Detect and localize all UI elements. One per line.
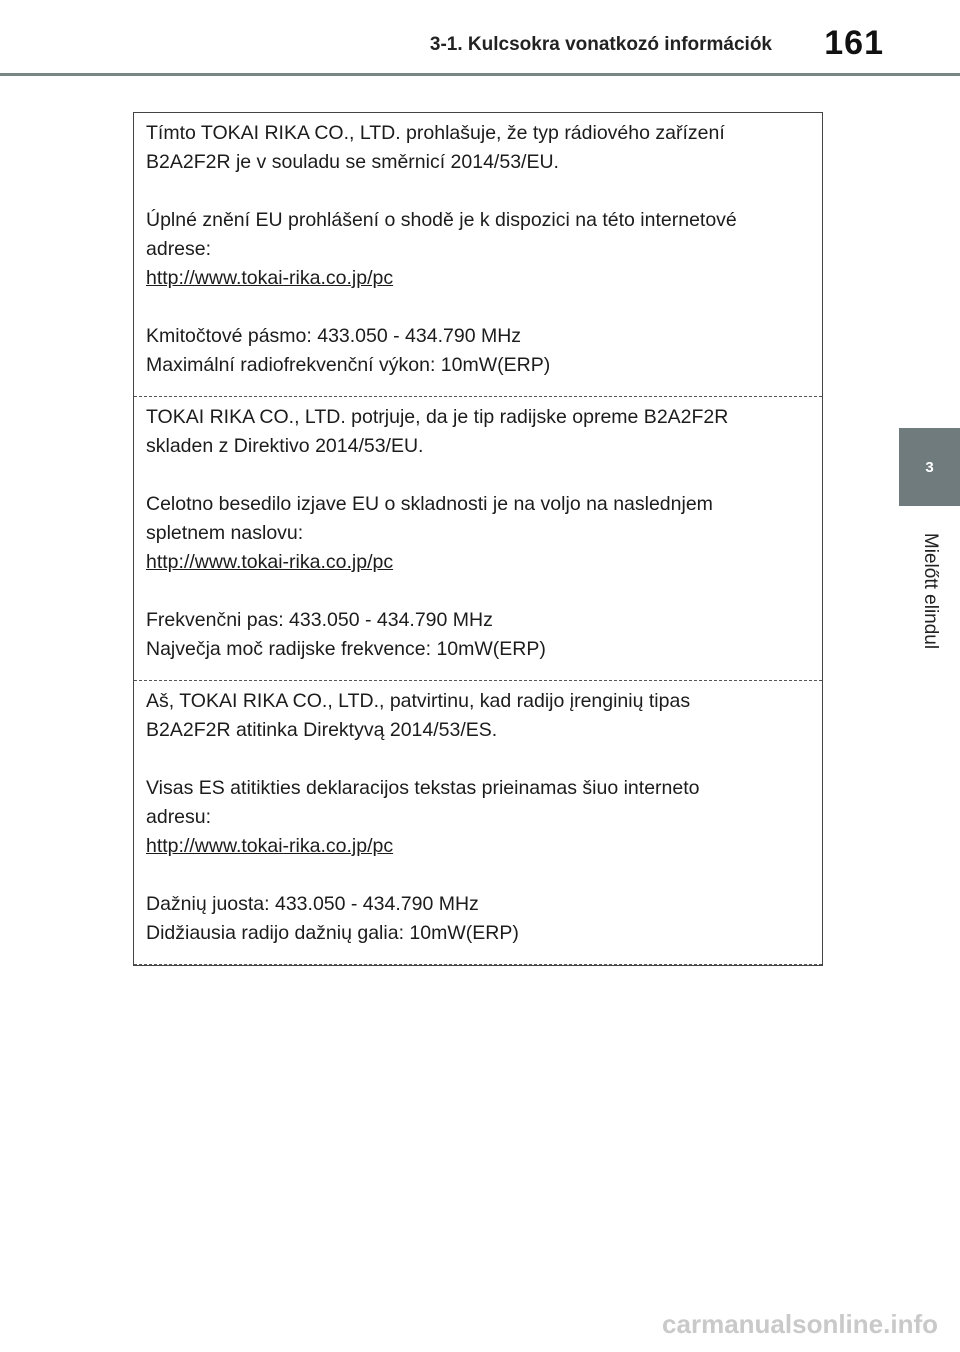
statement-line: TOKAI RIKA CO., LTD. potrjuje, da je tip radijske opreme B2A2F2R — [146, 406, 729, 428]
chapter-label: Mielőtt elindul — [919, 532, 941, 650]
max-power: Največja moč radijske frekvence: 10mW(ERP) — [146, 638, 546, 660]
statement-line: skladen z Direktivo 2014/53/EU. — [146, 435, 424, 457]
statement-line: B2A2F2R je v souladu se směrnicí 2014/53/EU. — [146, 151, 559, 173]
chapter-tab[interactable] — [899, 428, 960, 506]
fulltext-line: adresu: — [146, 806, 212, 828]
max-power: Didžiausia radijo dažnių galia: 10mW(ERP) — [146, 922, 519, 944]
section-title: 3-1. Kulcsokra vonatkozó információk — [429, 34, 772, 55]
fulltext-line: Úplné znění EU prohlášení o shodě je k dispozici na této internetové — [146, 209, 737, 231]
page-number: 161 — [824, 24, 884, 62]
declaration-box — [133, 112, 823, 966]
declaration-section-lithuanian — [134, 681, 822, 965]
statement-line: B2A2F2R atitinka Direktyvą 2014/53/ES. — [146, 719, 498, 741]
chapter-label-area — [899, 506, 960, 676]
statement-line: Aš, TOKAI RIKA CO., LTD., patvirtinu, kad radijo įrenginių tipas — [146, 690, 691, 712]
declaration-section-czech — [134, 113, 822, 397]
statement-line: Tímto TOKAI RIKA CO., LTD. prohlašuje, že typ rádiového zařízení — [146, 122, 725, 144]
fulltext-line: adrese: — [146, 238, 212, 260]
declaration-url[interactable]: http://www.tokai-rika.co.jp/pc — [146, 835, 394, 857]
fulltext-line: Celotno besedilo izjave EU o skladnosti je na voljo na naslednjem — [146, 493, 713, 515]
frequency-band: Frekvenčni pas: 433.050 - 434.790 MHz — [146, 609, 493, 631]
watermark: carmanualsonline.info — [662, 1309, 938, 1339]
frequency-band: Kmitočtové pásmo: 433.050 - 434.790 MHz — [146, 325, 522, 347]
declaration-url[interactable]: http://www.tokai-rika.co.jp/pc — [146, 267, 394, 289]
frequency-band: Dažnių juosta: 433.050 - 434.790 MHz — [146, 893, 479, 915]
header-divider — [0, 73, 960, 76]
fulltext-line: Visas ES atitikties deklaracijos tekstas prieinamas šiuo interneto — [146, 777, 700, 799]
declaration-section-slovenian — [134, 397, 822, 681]
chapter-number: 3 — [925, 458, 934, 476]
max-power: Maximální radiofrekvenční výkon: 10mW(ERP) — [146, 354, 551, 376]
declaration-url[interactable]: http://www.tokai-rika.co.jp/pc — [146, 551, 394, 573]
fulltext-line: spletnem naslovu: — [146, 522, 304, 544]
